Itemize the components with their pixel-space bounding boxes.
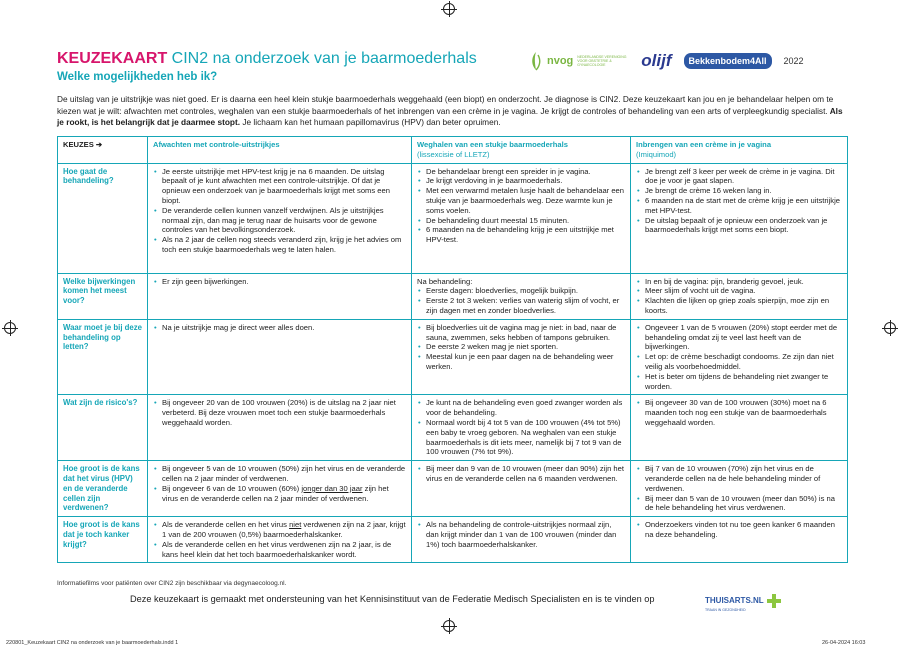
table-cell (148, 517, 412, 563)
table-cell (148, 461, 412, 517)
list-item: • Eerste 2 tot 3 weken: verlies van waterig slijm of vocht, er zijn dagen met en zonder bloedverlies. (417, 296, 625, 316)
list-item: • Bij meer dan 5 van de 10 vrouwen (meer dan 50%) is na de hele behandeling het virus verdwenen. (636, 494, 842, 514)
keuzes-header: KEUZES ➔ (58, 137, 148, 164)
table-cell (148, 163, 412, 273)
table-cell (412, 163, 631, 273)
list-item: • Bij bloedverlies uit de vagina mag je niet: in bad, naar de sauna, zwemmen, seks hebben of tampons gebruiken. (417, 323, 625, 343)
list-item: • Ongeveer 1 van de 5 vrouwen (20%) stopt eerder met de behandeling omdat zij te veel last heeft van de bijwerkingen. (636, 323, 842, 352)
list-item: • Bij 7 van de 10 vrouwen (70%) zijn het virus en de veranderde cellen na de hele behandeling minder of verdwenen. (636, 464, 842, 493)
footnote: Informatiefilms voor patiënten over CIN2 zijn beschikbaar via degynaecoloog.nl. (57, 580, 287, 587)
table-cell (148, 319, 412, 395)
list-item: • 6 maanden na de behandeling krijg je een uitstrijkje met HPV-test. (417, 225, 625, 245)
choice-table (57, 136, 848, 563)
list-item: • Je krijgt verdoving in je baarmoederhals. (417, 176, 625, 186)
year-label: 2022 (783, 56, 804, 66)
page-subtitle: Welke mogelijkheden heb ik? (57, 71, 218, 83)
logo-bar (529, 48, 804, 74)
list-item: • Bij ongeveer 20 van de 100 vrouwen (20%) is de uitslag na 2 jaar niet verbeterd. Bij deze vrouwen moet toch een stukje baarmoederhals weggehaald worden. (153, 398, 406, 427)
list-item: • Eerste dagen: bloedverlies, mogelijk buikpijn. (417, 286, 625, 296)
column-header: Afwachten met controle-uitstrijkjes (148, 137, 412, 164)
table-cell (148, 395, 412, 461)
list-item: • Bij ongeveer 5 van de 10 vrouwen (50%) zijn het virus en de veranderde cellen na 2 jaar minder of verdwenen. (153, 464, 406, 484)
table-cell (631, 273, 848, 319)
list-item: • Als na behandeling de controle-uitstrijkjes normaal zijn, dan krijgt minder dan 1 van de 100 vrouwen (minder dan 1%) toch baarmoederhalskanker. (417, 520, 625, 549)
list-item: • Er zijn geen bijwerkingen. (153, 277, 406, 287)
bekkenbodem-logo: Bekkenbodem4All (684, 53, 772, 69)
table-cell (412, 517, 631, 563)
column-header: Weghalen van een stukje baarmoederhals (lissexcisie of LLETZ) (412, 137, 631, 164)
list-item: • Je brengt de crème 16 weken lang in. (636, 186, 842, 196)
list-item: • Bij ongeveer 30 van de 100 vrouwen (30%) moet na 6 maanden toch nog een stukje van de baarmoederhals weggehaald worden. (636, 398, 842, 427)
table-row (58, 517, 848, 563)
row-question: Wat zijn de risico's? (58, 395, 148, 461)
table-cell (631, 163, 848, 273)
list-item: • Meer slijm of vocht uit de vagina. (636, 286, 842, 296)
table-cell (412, 461, 631, 517)
olijf-logo: olijf (641, 51, 672, 70)
list-item: • De veranderde cellen kunnen vanzelf verdwijnen. Als je uitstrijkjes normaal zijn, dan mag je terug naar de huisarts voor de gewone controles van het bevolkingsonderzoek. (153, 206, 406, 235)
page-title: KEUZEKAART CIN2 na onderzoek van je baarmoederhals (57, 50, 477, 67)
table-cell (412, 319, 631, 395)
list-item: • De uitslag bepaalt of je opnieuw een onderzoek van je baarmoederhals krijgt met soms een biopt. (636, 216, 842, 236)
table-cell (412, 395, 631, 461)
registration-mark (443, 620, 455, 632)
list-item: • De behandelaar brengt een spreider in je vagina. (417, 167, 625, 177)
table-cell (412, 273, 631, 319)
cell-label: Na behandeling: (417, 276, 473, 286)
list-item: • Bij ongeveer 6 van de 10 vrouwen (60%) jonger dan 30 jaar zijn het virus en de veranderde cellen na 2 jaar minder of verdwenen. (153, 484, 406, 504)
registration-mark (4, 322, 16, 334)
header (57, 48, 847, 88)
list-item: • Als de veranderde cellen en het virus verdwenen zijn na 2 jaar, is de kans heel klein dat het toch baarmoederhalskanker wordt. (153, 540, 406, 560)
table-row (58, 319, 848, 395)
table-row (58, 273, 848, 319)
list-item: • Klachten die lijken op griep zoals spierpijn, moe zijn en koorts. (636, 296, 842, 316)
list-item: • Onderzoekers vinden tot nu toe geen kanker 6 maanden na deze behandeling. (636, 520, 842, 540)
table-header-row (58, 137, 848, 164)
row-question: Hoe gaat de behandeling? (58, 163, 148, 273)
list-item: • 6 maanden na de start met de crème krijg je een uitstrijkje met HPV-test. (636, 196, 842, 216)
list-item: • Als de veranderde cellen en het virus niet verdwenen zijn na 2 jaar, krijgt 1 van de 200 vrouwen (0,5%) baarmoederhalskanker. (153, 520, 406, 540)
list-item: • In en bij de vagina: pijn, branderig gevoel, jeuk. (636, 277, 842, 287)
list-item: • Na je uitstrijkje mag je direct weer alles doen. (153, 323, 406, 333)
list-item: • Als na 2 jaar de cellen nog steeds veranderd zijn, krijg je het advies om toch een stukje baarmoederhals weg te laten halen. (153, 235, 406, 255)
registration-mark (443, 3, 455, 15)
row-question: Waar moet je bij deze behandeling op letten? (58, 319, 148, 395)
print-timestamp: 26-04-2024 16:03 (822, 640, 866, 646)
list-item: • De eerste 2 weken mag je niet sporten. (417, 342, 625, 352)
thuisarts-logo[interactable]: THUISARTS.NL TRAAN IN GEZONDHEID (705, 590, 781, 612)
nvog-leaf-icon (529, 51, 543, 71)
list-item: • Je eerste uitstrijkje met HPV-test krijg je na 6 maanden. De uitslag bepaalt of je kunt afwachten met een controle-uitstrijkje. Of dat je opnieuw een onderzoek van je baarmoederhals krijgt met soms een biopt. (153, 167, 406, 206)
plus-icon (767, 594, 781, 608)
table-cell (631, 395, 848, 461)
list-item: • Let op: de crème beschadigt condooms. Ze zijn dan niet veilig als voorbehoedmiddel. (636, 352, 842, 372)
list-item: • Je kunt na de behandeling even goed zwanger worden als voor de behandeling. (417, 398, 625, 418)
row-question: Welke bijwerkingen komen het meest voor? (58, 273, 148, 319)
registration-mark (884, 322, 896, 334)
table-cell (631, 517, 848, 563)
print-slug: 220801_Keuzekaart CIN2 na onderzoek van je baarmoederhals.indd 1 (6, 640, 179, 646)
table-cell (631, 319, 848, 395)
row-question: Hoe groot is de kans dat je toch kanker krijgt? (58, 517, 148, 563)
list-item: • Normaal wordt bij 4 tot 5 van de 100 vrouwen (4% tot 5%) een baby te vroeg geboren. Na weghalen van een stukje baarmoederhals is dit iets meer, namelijk bij 7 tot 9 van de 100 vrouwen (7% tot 9%). (417, 418, 625, 457)
table-cell (148, 273, 412, 319)
intro-paragraph: De uitslag van je uitstrijkje was niet goed. Er is daarna een heel klein stukje baarmoederhals weggehaald (een biopt) en onderzocht. Je diagnose is CIN2. Deze keuzekaart kan jou en je behandelaar helpen om te kiezen wat je wilt: afwachten met controles, weghalen van een stukje baarmoederhals of het inbrengen van een crème in je vagina. Je krijgt de controles of behandeling van een arts of verpleegkundig specialist. Als je rookt, is het belangrijk dat je daarmee stopt. Je lichaam kan het humaan papillomavirus (HPV) dan beter opruimen. (57, 94, 843, 128)
row-question: Hoe groot is de kans dat het virus (HPV) en de veranderde cellen zijn verdwenen? (58, 461, 148, 517)
table-cell (631, 461, 848, 517)
list-item: • Je brengt zelf 3 keer per week de crème in je vagina. Dit doe je voor je gaat slapen. (636, 167, 842, 187)
table-row (58, 461, 848, 517)
list-item: • Meestal kun je een paar dagen na de behandeling weer werken. (417, 352, 625, 372)
table-row (58, 395, 848, 461)
list-item: • Met een verwarmd metalen lusje haalt de behandelaar een stukje van je baarmoederhals weg. Deze warmte kun je soms voelen. (417, 186, 625, 215)
list-item: • Bij meer dan 9 van de 10 vrouwen (meer dan 90%) zijn het virus en de veranderde cellen na 6 maanden verdwenen. (417, 464, 625, 484)
table-row (58, 163, 848, 273)
column-header: Inbrengen van een crème in je vagina (Imiquimod) (631, 137, 848, 164)
footer-text: Deze keuzekaart is gemaakt met ondersteuning van het Kennisinstituut van de Federatie Medisch Specialisten en is te vinden op (130, 594, 655, 604)
list-item: • De behandeling duurt meestal 15 minuten. (417, 216, 625, 226)
nvog-logo: nvog NEDERLANDSE VERENIGING VOOR OBSTETRIE & GYNAECOLOGIE (529, 51, 629, 71)
list-item: • Het is beter om tijdens de behandeling niet zwanger te worden. (636, 372, 842, 392)
